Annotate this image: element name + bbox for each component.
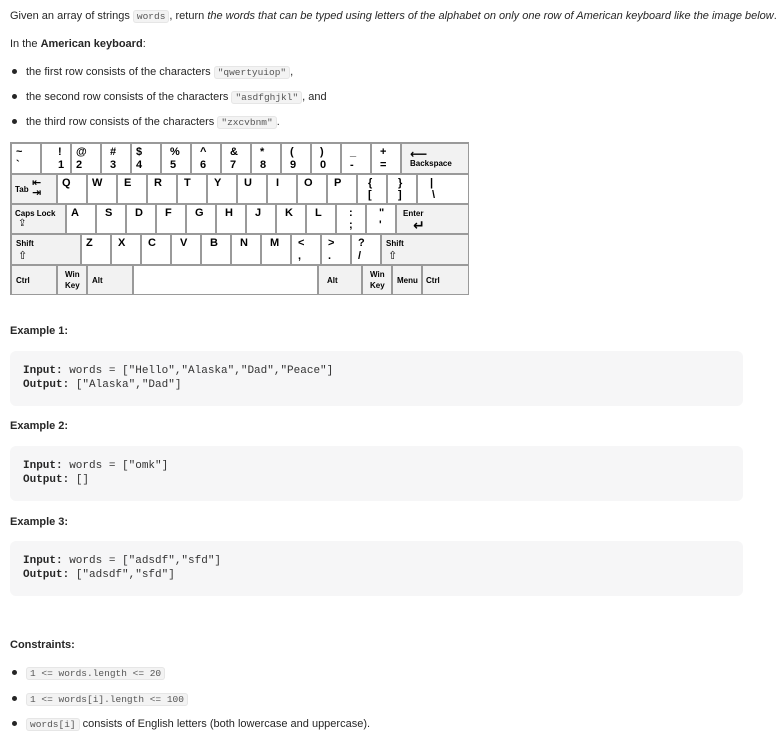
key: G xyxy=(186,204,216,234)
key: L xyxy=(306,204,336,234)
key: Z xyxy=(81,234,111,265)
key: O xyxy=(297,174,327,204)
key: | \ xyxy=(417,174,469,204)
example-block: Input: words = ["adsdf","sfd"] Output: ["adsdf","sfd"] xyxy=(10,541,743,596)
key-win-right: Win Key xyxy=(362,265,392,295)
key: * 8 xyxy=(251,143,281,174)
key-tab: Tab ⇤ ⇥ xyxy=(11,174,57,204)
list-item: the third row consists of the characters "zxcvbnm" . xyxy=(10,114,280,131)
key: N xyxy=(231,234,261,265)
key-caps-lock: Caps Lock ⇪ xyxy=(11,204,66,234)
key: S xyxy=(96,204,126,234)
list-item: the first row consists of the characters "qwertyuiop" , xyxy=(10,64,293,81)
tab-icon: ⇤ ⇥ xyxy=(32,177,42,199)
key: J xyxy=(246,204,276,234)
key: W xyxy=(87,174,117,204)
key: > . xyxy=(321,234,351,265)
key-alt-right: Alt xyxy=(318,265,362,295)
example-block: Input: words = ["omk"] Output: [] xyxy=(10,446,743,501)
key-win-left: Win Key xyxy=(57,265,87,295)
key: ^ 6 xyxy=(191,143,221,174)
key: U xyxy=(237,174,267,204)
key: X xyxy=(111,234,141,265)
key: D xyxy=(126,204,156,234)
key: V xyxy=(171,234,201,265)
key: T xyxy=(177,174,207,204)
key: P xyxy=(327,174,357,204)
key-ctrl-right: Ctrl xyxy=(422,265,469,295)
key: Y xyxy=(207,174,237,204)
key: ( 9 xyxy=(281,143,311,174)
key-ctrl-left: Ctrl xyxy=(11,265,57,295)
key: H xyxy=(216,204,246,234)
keyboard-image xyxy=(10,142,469,295)
key: } ] xyxy=(387,174,417,204)
key: $ 4 xyxy=(131,143,161,174)
problem-intro: Given an array of strings words , return the words that can be typed using letters of the alphabet on only one row of American keyboard like the image below. xyxy=(10,10,777,22)
key: : ; xyxy=(336,204,366,234)
example-title: Example 3: xyxy=(10,516,69,528)
inline-code: words xyxy=(133,10,170,23)
shift-icon: ⇧ xyxy=(388,250,398,262)
key: Q xyxy=(57,174,87,204)
key: K xyxy=(276,204,306,234)
key: % 5 xyxy=(161,143,191,174)
problem-subintro: In the American keyboard: xyxy=(10,38,146,50)
arrow-left-icon: ⟵ xyxy=(410,147,428,161)
key-menu: Menu xyxy=(392,265,422,295)
key: + = xyxy=(371,143,401,174)
key: I xyxy=(267,174,297,204)
key-space xyxy=(133,265,318,295)
key: ~ ` xyxy=(11,143,41,174)
caps-lock-icon: ⇪ xyxy=(18,218,27,229)
key: A xyxy=(66,204,96,234)
key: # 3 xyxy=(101,143,131,174)
list-item: 1 <= words[i].length <= 100 xyxy=(10,691,188,708)
key: " ' xyxy=(366,204,396,234)
key-shift-left: Shift ⇧ xyxy=(11,234,81,265)
key: ! 1 xyxy=(41,143,71,174)
key: B xyxy=(201,234,231,265)
key: @ 2 xyxy=(71,143,101,174)
key: { [ xyxy=(357,174,387,204)
list-item: 1 <= words.length <= 20 xyxy=(10,665,165,682)
key: F xyxy=(156,204,186,234)
key-enter: Enter ↵ xyxy=(396,204,469,234)
key: M xyxy=(261,234,291,265)
key: < , xyxy=(291,234,321,265)
enter-icon: ↵ xyxy=(413,217,425,233)
key: C xyxy=(141,234,171,265)
key: ) 0 xyxy=(311,143,341,174)
list-item: words[i] consists of English letters (both lowercase and uppercase). xyxy=(10,716,370,733)
key: _ - xyxy=(341,143,371,174)
key: ? / xyxy=(351,234,381,265)
example-block: Input: words = ["Hello","Alaska","Dad","Peace"] Output: ["Alaska","Dad"] xyxy=(10,351,743,406)
constraints-title: Constraints: xyxy=(10,639,75,651)
list-item: the second row consists of the characters "asdfghjkl" , and xyxy=(10,89,327,106)
example-title: Example 1: xyxy=(10,325,69,337)
example-title: Example 2: xyxy=(10,420,69,432)
key-backspace: ⟵ Backspace xyxy=(401,143,469,174)
shift-icon: ⇧ xyxy=(18,250,28,262)
key-alt-left: Alt xyxy=(87,265,133,295)
key-shift-right: Shift ⇧ xyxy=(381,234,469,265)
key: R xyxy=(147,174,177,204)
key: E xyxy=(117,174,147,204)
key: & 7 xyxy=(221,143,251,174)
